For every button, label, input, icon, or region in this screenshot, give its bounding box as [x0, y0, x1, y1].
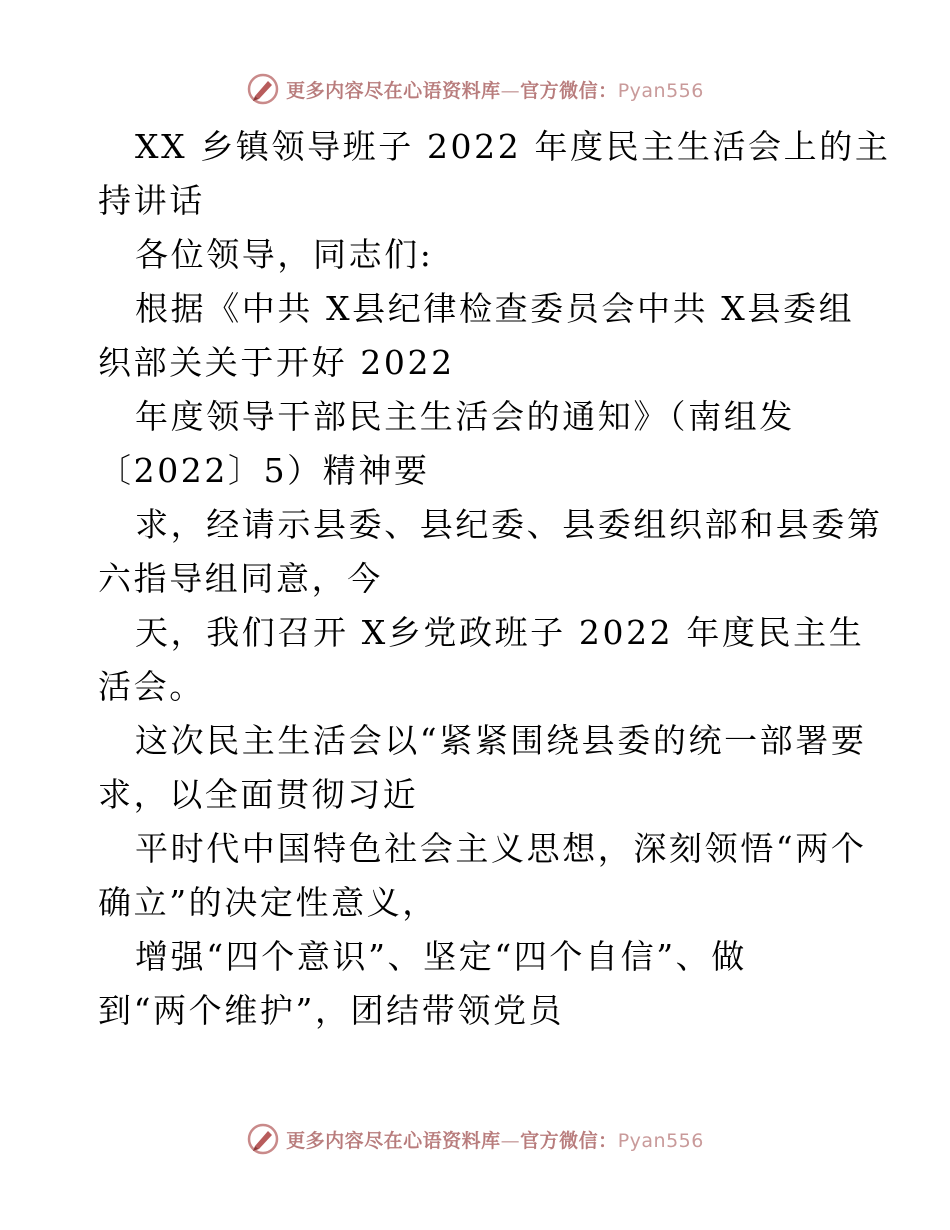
- document-body: [98, 120, 891, 1038]
- text-line: XX 乡镇领导班子 2022 年度民主生活会上的主: [135, 127, 891, 166]
- text-line: 持讲话: [98, 181, 205, 220]
- watermark-dash: —: [500, 79, 521, 102]
- text-line: 求，以全面贯彻习近: [98, 775, 419, 814]
- text-line: 年度领导干部民主生活会的通知》（南组发: [135, 397, 795, 436]
- watermark-account: Pyan556: [617, 79, 704, 102]
- watermark-brand: 更多内容尽在心语资料库: [286, 1129, 501, 1152]
- text-line: 确立”的决定性意义，: [98, 883, 438, 922]
- footer-watermark: [0, 1122, 950, 1156]
- text-line: 〔2022〕5）精神要: [98, 451, 430, 490]
- watermark-text: [286, 1126, 704, 1153]
- text-line: 根据《中共 X县纪律检查委员会中共 X县委组: [135, 289, 855, 328]
- text-line: 到“两个维护”，团结带领党员: [98, 991, 565, 1030]
- text-line: 增强“四个意识”、坚定“四个自信”、做: [135, 937, 747, 976]
- watermark-dash: —: [500, 1129, 521, 1152]
- text-line: 活会。: [98, 667, 205, 706]
- text-line: 这次民主生活会以“紧紧围绕县委的统一部署要: [135, 721, 867, 760]
- header-watermark: [0, 72, 950, 106]
- text-line: 织部关关于开好 2022: [98, 343, 455, 382]
- text-line: 天，我们召开 X乡党政班子 2022 年度民主生: [135, 613, 865, 652]
- text-line: 平时代中国特色社会主义思想，深刻领悟“两个: [135, 829, 867, 868]
- pen-logo-icon: [246, 72, 280, 106]
- watermark-brand: 更多内容尽在心语资料库: [286, 79, 501, 102]
- watermark-official: 官方微信：: [520, 1129, 618, 1152]
- pen-logo-icon: [246, 1122, 280, 1156]
- text-line: 求，经请示县委、县纪委、县委组织部和县委第: [135, 505, 883, 544]
- watermark-account: Pyan556: [617, 1129, 704, 1152]
- watermark-text: [286, 76, 704, 103]
- watermark-official: 官方微信：: [520, 79, 618, 102]
- text-line: 各位领导，同志们:: [135, 235, 434, 274]
- text-line: 六指导组同意，今: [98, 559, 383, 598]
